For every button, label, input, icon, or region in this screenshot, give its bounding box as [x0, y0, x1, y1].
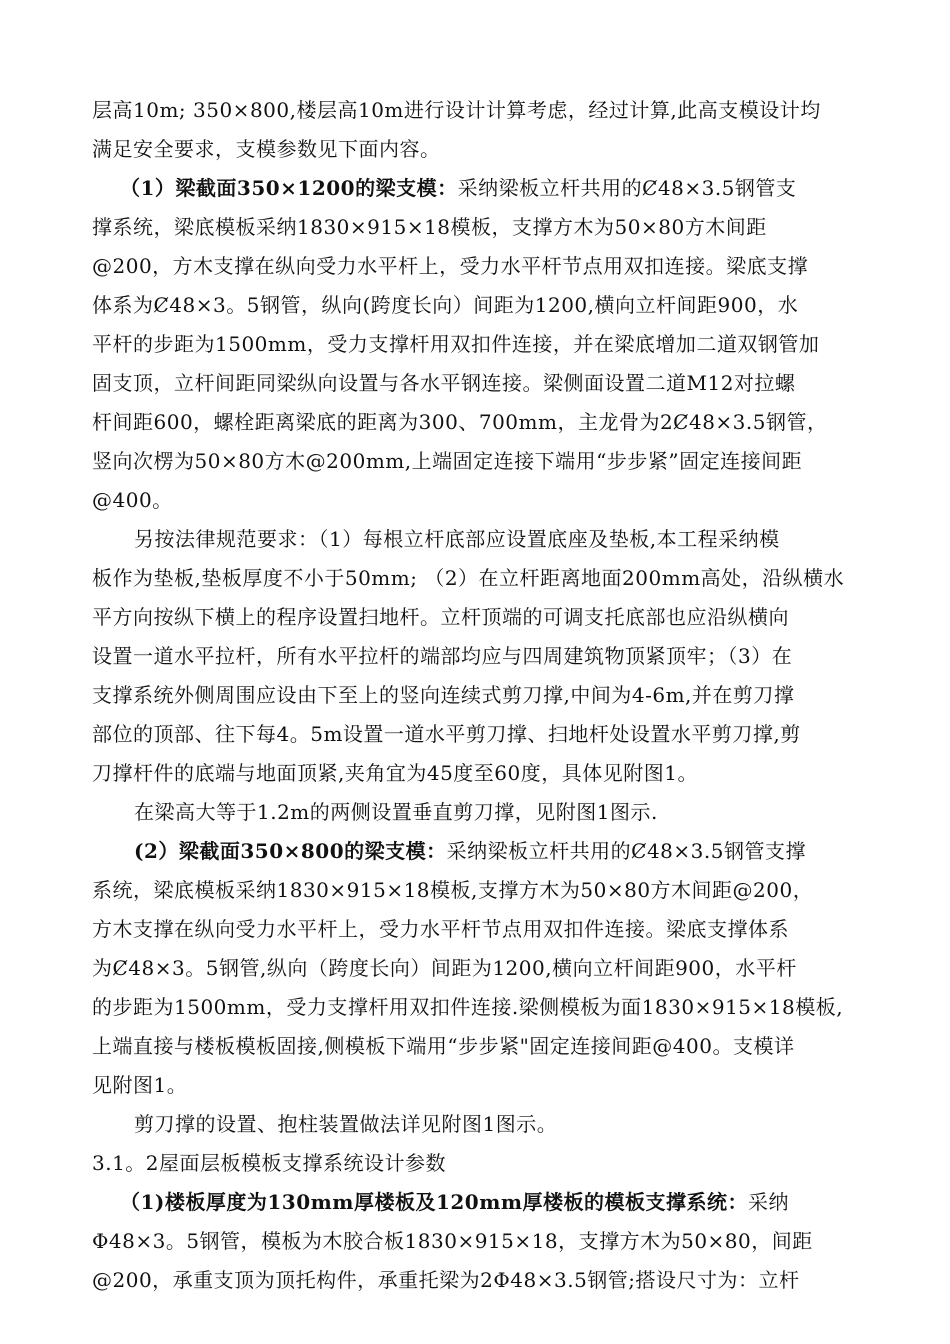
text-line: 固支顶，立杆间距同梁纵向设置与各水平钢连接。梁侧面设置二道M12对拉螺	[92, 371, 796, 395]
text-line: 上端直接与楼板模板固接,侧模板下端用“步步紧"固定连接间距@400。支模详	[92, 1034, 795, 1058]
text-line: 竖向次楞为50×80方木@200mm,上端固定连接下端用“步步紧”固定连接间距	[92, 449, 803, 473]
text-line: 见附图1。	[92, 1073, 188, 1097]
text-line: 平方向按纵下横上的程序设置扫地杆。立杆顶端的可调支托底部也应沿纵横向	[92, 605, 789, 629]
text-line: 体系为Ȼ48×3。5钢管，纵向(跨度长向）间距为1200,横向立杆间距900，水	[92, 293, 799, 317]
section-heading-line: (2）梁截面350×800的梁支模：采纳梁板立杆共用的Ȼ48×3.5钢管支撑	[134, 839, 806, 863]
subsection-heading-line: 3.1。2屋面层板模板支撑系统设计参数	[92, 1151, 447, 1175]
text-line: 满足安全要求，支模参数见下面内容。	[92, 137, 441, 161]
text-line: @200，方木支撑在纵向受力水平杆上，受力水平杆节点用双扣连接。梁底支撑	[92, 254, 809, 278]
text-line: 板作为垫板,垫板厚度不小于50mm; （2）在立杆距离地面200mm高处，沿纵横水	[92, 566, 845, 590]
text-line: 部位的顶部、往下每4。5m设置一道水平剪刀撑、扫地杆处设置水平剪刀撑,剪	[92, 722, 801, 746]
text-line: 刀撑杆件的底端与地面顶紧,夹角宜为45度至60度，具体见附图1。	[92, 761, 698, 785]
text-line: 剪刀撑的设置、抱柱装置做法详见附图1图示。	[134, 1112, 558, 1136]
text-line: 撑系统，梁底模板采纳1830×915×18模板，支撑方木为50×80方木间距	[92, 215, 767, 239]
text-line: 系统，梁底模板采纳1830×915×18模板,支撑方木为50×80方木间距@200，	[92, 878, 814, 902]
text-line: Φ48×3。5钢管，模板为木胶合板1830×915×18，支撑方木为50×80，间距	[92, 1229, 813, 1253]
text-line: @400。	[92, 488, 173, 512]
section-heading-line: （1）梁截面350×1200的梁支模：采纳梁板立杆共用的Ȼ48×3.5钢管支	[120, 176, 797, 200]
text-line: 层高10m; 350×800,楼层高10m进行设计计算考虑，经过计算,此高支模设计均	[92, 98, 821, 122]
text-line: 平杆的步距为1500mm，受力支撑杆用双扣件连接，并在梁底增加二道双钢管加	[92, 332, 820, 356]
text-line: 支撑系统外侧周围应设由下至上的竖向连续式剪刀撑,中间为4-6m,并在剪刀撑	[92, 683, 795, 707]
section-heading-line: （1)楼板厚度为130mm厚楼板及120mm厚楼板的模板支撑系统：采纳	[120, 1190, 790, 1214]
text-line: 设置一道水平拉杆，所有水平拉杆的端部均应与四周建筑物顶紧顶牢；（3）在	[92, 644, 793, 668]
text-line: 为Ȼ48×3。5钢管,纵向（跨度长向）间距为1200,横向立杆间距900，水平杆	[92, 956, 797, 980]
text-line: 方木支撑在纵向受力水平杆上，受力水平杆节点用双扣件连接。梁底支撑体系	[92, 917, 789, 941]
text-line: 另按法律规范要求：（1）每根立杆底部应设置底座及垫板,本工程采纳模	[134, 527, 780, 551]
text-line: 杆间距600，螺栓距离梁底的距离为300、700mm，主龙骨为2Ȼ48×3.5钢管，	[92, 410, 828, 434]
text-line: 的步距为1500mm，受力支撑杆用双扣件连接.梁侧模板为面1830×915×18模板,	[92, 995, 844, 1019]
text-line: @200，承重支顶为顶托构件，承重托梁为2Φ48×3.5钢管;搭设尺寸为：立杆	[92, 1268, 800, 1292]
text-line: 在梁高大等于1.2m的两侧设置垂直剪刀撑，见附图1图示.	[134, 800, 658, 824]
